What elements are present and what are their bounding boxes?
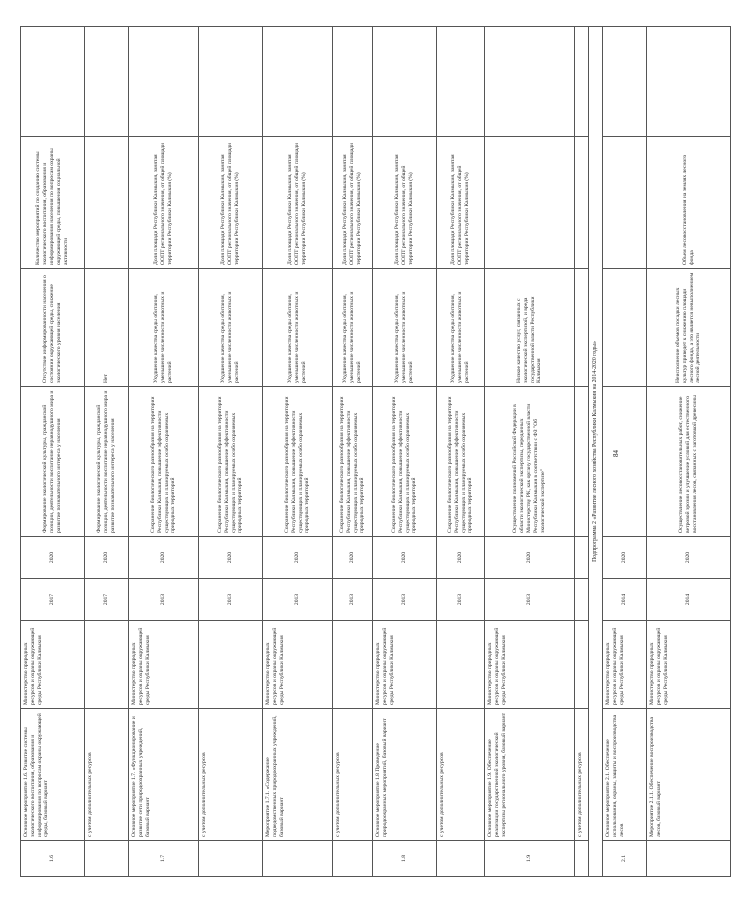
target-indicator [575, 137, 589, 269]
row-number: 1.6 [21, 841, 85, 877]
start-year: 2014 [603, 579, 647, 621]
end-year: 2020 [21, 537, 85, 579]
target-indicator: Доля площади Республики Калмыкия, занятая ООПТ регионального значения, от общей территории Республики Калмыкия (%) [373, 137, 437, 269]
end-year: 2020 [437, 537, 485, 579]
start-year: 2014 [647, 579, 731, 621]
measure-name: с учетом дополнительных ресурсов [85, 709, 129, 841]
row-number [647, 841, 731, 877]
row-number [85, 841, 129, 877]
non-implementation-consequence [575, 269, 589, 387]
measure-name: Основное мероприятие 1.7. «Функционирование и развитие сети природоохранных учреждений, базовый вариант [129, 709, 199, 841]
end-year: 2020 [263, 537, 333, 579]
empty-cell [263, 27, 333, 137]
non-implementation-consequence: Нет [85, 269, 129, 387]
empty-cell [437, 27, 485, 137]
table-row [373, 27, 437, 877]
target-indicator: Объем лесовосстановления на землях лесного фонда [647, 137, 731, 269]
row-number [333, 841, 373, 877]
row-number: 1.8 [373, 841, 437, 877]
measure-name: Основное мероприятие 1.8 Проведение природоохранных мероприятий, базовый вариант [373, 709, 437, 841]
responsible-executor: Министерство природных ресурсов и охраны окружающей среды Республики Калмыкия [129, 621, 199, 709]
expected-result [603, 387, 647, 537]
non-implementation-consequence: Ухудшение качества среды обитания, уменьшение численности животных и растений [199, 269, 263, 387]
empty-cell [647, 27, 731, 137]
row-number [263, 841, 333, 877]
non-implementation-consequence [603, 269, 647, 387]
page-number: 84 [612, 450, 620, 457]
row-number [575, 841, 589, 877]
measure-name: с учетом дополнительных ресурсов [575, 709, 589, 841]
measure-name: Основное мероприятие 1.9. Обеспечение реализации государственной экологической экспертизы регионального уровня, базовый вариант [485, 709, 575, 841]
start-year: 2013 [485, 579, 575, 621]
target-indicator: Доля площади Республики Калмыкия, занятая ООПТ регионального значения, от общей площади территории Республики Калмыкия (%) [199, 137, 263, 269]
non-implementation-consequence: Неисполнение объемов посадки лесных культур приведет к снижению площади лесного фонда, а это является невыполнением лесной деятельности [647, 269, 731, 387]
responsible-executor [437, 621, 485, 709]
expected-result: Сохранение биологического разнообразия на территории Республики Калмыкия, повышение эффективности существующих и планируемых особо охраняемых природных территорий [263, 387, 333, 537]
start-year: 2017 [85, 579, 129, 621]
end-year: 2020 [199, 537, 263, 579]
measure-name: Основное мероприятие 2.1. Обеспечение использования, охраны, защиты и воспроизводства лесов [603, 709, 647, 841]
target-indicator: Доля площади Республики Калмыкия, занятая ООПТ регионального значения, от общей площади территории Республики Калмыкия (%) [129, 137, 199, 269]
subprogram-header-row [589, 27, 603, 877]
empty-cell [21, 27, 85, 137]
responsible-executor [85, 621, 129, 709]
start-year: 2013 [333, 579, 373, 621]
expected-result: Осуществление полномочий Российской Федерации в области экологической экспертизы, переданных Министерству РК, как органу государственной власти Республики Калмыкия в соответствии с ФЗ "Об экологической экспертизе" [485, 387, 575, 537]
end-year: 2020 [373, 537, 437, 579]
target-indicator [85, 137, 129, 269]
start-year: 2013 [129, 579, 199, 621]
measure-name: с учетом дополнительных ресурсов [199, 709, 263, 841]
table-row [263, 27, 333, 877]
target-indicator: Доля площади Республики Калмыкия, занятая ООПТ регионального значения, от общей площади территории Республики Калмыкия (%) [263, 137, 333, 269]
measure-name: Мероприятие 1.7.1. «Содержание подведомственных природоохранных учреждений, базовый вариант [263, 709, 333, 841]
non-implementation-consequence: Ухудшение качества среды обитания, уменьшение численности животных и растений [129, 269, 199, 387]
empty-cell [575, 27, 589, 137]
target-indicator: Количество мероприятий по созданию системы экологического воспитания, образования и информирования населения по вопросам охраны окружающей среды, повышения социальной активности [21, 137, 85, 269]
expected-result: Сохранение биологического разнообразия на территории Республики Калмыкия, повышение эффективности существующих и планируемых особо охраняемых природных территорий [437, 387, 485, 537]
end-year: 2020 [129, 537, 199, 579]
responsible-executor: Министерство природных ресурсов и охраны окружающей среды Республики Калмыкия [485, 621, 575, 709]
measure-name: с учетом дополнительных ресурсов [437, 709, 485, 841]
start-year [575, 579, 589, 621]
responsible-executor: Министерство природных ресурсов и охраны окружающей среды Республики Калмыкия [603, 621, 647, 709]
measure-name: Мероприятие 2.1.1. Обеспечение воспроизводства лесов, базовый вариант [647, 709, 731, 841]
empty-cell [333, 27, 373, 137]
end-year: 2020 [333, 537, 373, 579]
target-indicator: Доля площади Республики Калмыкия, занятая ООПТ регионального значения, от общей территории Республики Калмыкия (%) [437, 137, 485, 269]
measure-name: с учетом дополнительных ресурсов [333, 709, 373, 841]
empty-cell [373, 27, 437, 137]
table-row [199, 27, 263, 877]
row-number: 1.9 [485, 841, 575, 877]
expected-result: Формирование экологической культуры, гражданской позиции, деятельности воспитание неравнодушного мира и развитие познавательного интереса у населения [85, 387, 129, 537]
table-row [129, 27, 199, 877]
table-row [575, 27, 589, 877]
start-year: 2013 [263, 579, 333, 621]
end-year: 2020 [485, 537, 575, 579]
table-row [603, 27, 647, 877]
non-implementation-consequence: Ухудшение качества среды обитания, уменьшение численности животных и растений [373, 269, 437, 387]
empty-cell [129, 27, 199, 137]
end-year [575, 537, 589, 579]
expected-result [575, 387, 589, 537]
empty-cell [603, 27, 647, 137]
responsible-executor [199, 621, 263, 709]
empty-cell [199, 27, 263, 137]
target-indicator [603, 137, 647, 269]
table-row [437, 27, 485, 877]
end-year: 2020 [85, 537, 129, 579]
expected-result: Сохранение биологического разнообразия на территории Республики Калмыкия, повышение эффективности существующих и планируемых особо охраняемых природных территорий [373, 387, 437, 537]
table-row [21, 27, 85, 877]
subprogram-title: Подпрограмма 2 «Развитие лесного хозяйства Республики Калмыкия на 2014-2020 годы» [589, 27, 603, 877]
responsible-executor: Министерство природных ресурсов и охраны окружающей среды Республики Калмыкия [373, 621, 437, 709]
responsible-executor [575, 621, 589, 709]
row-number: 1.7 [129, 841, 199, 877]
start-year: 2013 [199, 579, 263, 621]
expected-result: Осуществление лесовосстановительных работ, снижение ветровой эрозии и улучшение условий для естественного восстановления лесов, связанных с заготовкой древесины [647, 387, 731, 537]
target-indicator [485, 137, 575, 269]
measure-name: Основное мероприятие 1.6. Развитие системы экологического воспитания, образования и информирования по вопросам охраны окружающей среды, базовый вариант [21, 709, 85, 841]
row-number [437, 841, 485, 877]
table-row [485, 27, 575, 877]
row-number: 2.1 [603, 841, 647, 877]
start-year: 2013 [373, 579, 437, 621]
non-implementation-consequence: Низкое качество услуг, связанных с экологической экспертизой, и вреда государственной власти Республики Калмыкия [485, 269, 575, 387]
start-year: 2013 [437, 579, 485, 621]
end-year: 2020 [603, 537, 647, 579]
responsible-executor [333, 621, 373, 709]
table-row [647, 27, 731, 877]
program-measures-table [20, 26, 731, 877]
non-implementation-consequence: Ухудшение качества среды обитания, уменьшение численности животных и растений [333, 269, 373, 387]
responsible-executor: Министерство природных ресурсов и охраны окружающей среды Республики Калмыкия [263, 621, 333, 709]
responsible-executor: Министерство природных ресурсов и охраны окружающей среды Республики Калмыкия [647, 621, 731, 709]
non-implementation-consequence: Ухудшение качества среды обитания, уменьшение численности животных и растений [263, 269, 333, 387]
row-number [199, 841, 263, 877]
start-year: 2017 [21, 579, 85, 621]
expected-result: Сохранение биологического разнообразия на территории Республики Калмыкия, повышение эффективности существующих и планируемых особо охраняемых природных территорий [333, 387, 373, 537]
responsible-executor: Министерство природных ресурсов и охраны окружающей среды Республики Калмыкия [21, 621, 85, 709]
table-row [85, 27, 129, 877]
empty-cell [485, 27, 575, 137]
expected-result: Сохранение биологического разнообразия на территории Республики Калмыкия, повышение эффективности существующих и планируемых особо охраняемых природных территорий [199, 387, 263, 537]
expected-result: Сохранение биологического разнообразия на территории Республики Калмыкия, повышение эффективности существующих и планируемых особо охраняемых природных территорий [129, 387, 199, 537]
non-implementation-consequence: Отсутствие информированности населения о состоянии окружающей среды, снижение экологического уровня населения [21, 269, 85, 387]
target-indicator: Доля площади Республики Калмыкия, занятая ООПТ регионального значения, от общей площади территории Республики Калмыкия (%) [333, 137, 373, 269]
table-row [333, 27, 373, 877]
empty-cell [85, 27, 129, 137]
end-year: 2020 [647, 537, 731, 579]
non-implementation-consequence: Ухудшение качества среды обитания, уменьшение численности животных и растений [437, 269, 485, 387]
expected-result: Формирование экологической культуры, гражданской позиции, деятельности воспитание неравнодушного мира и развитие познавательного интереса у населения [21, 387, 85, 537]
